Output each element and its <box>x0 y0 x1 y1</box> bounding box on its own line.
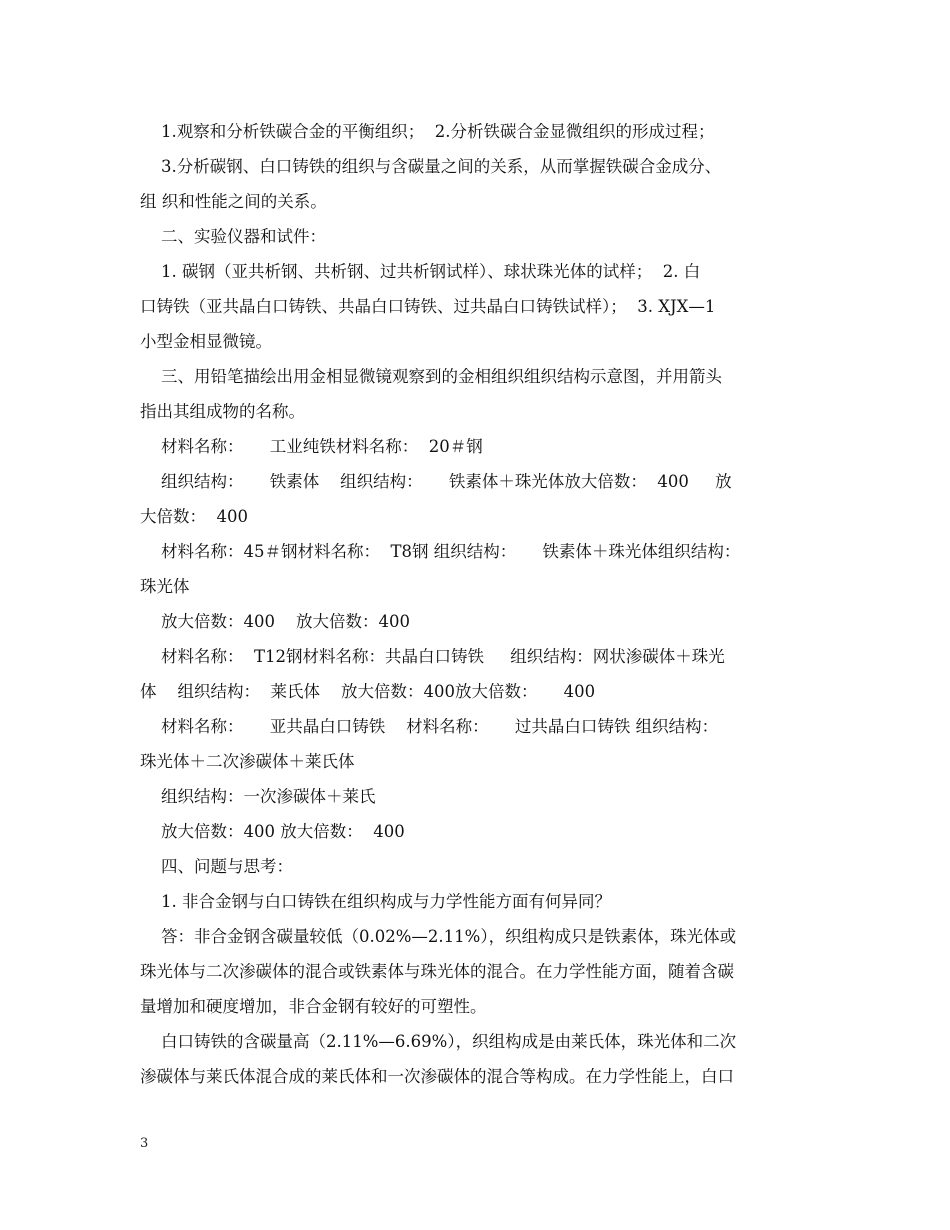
text-line: 组 织和性能之间的关系。 <box>140 192 327 211</box>
text-line: 珠光体＋二次渗碳体＋莱氏体 <box>140 752 355 771</box>
text-line: 组织结构：一次渗碳体＋莱氏 <box>140 787 376 806</box>
text-line: 量增加和硬度增加，非合金钢有较好的可塑性。 <box>140 997 487 1016</box>
text-line: 答：非合金钢含碳量较低（0.02%—2.11%），织组构成只是铁素体，珠光体或 <box>140 927 737 946</box>
text-line: 珠光体与二次渗碳体的混合或铁素体与珠光体的混合。在力学性能方面，随着含碳 <box>140 962 734 981</box>
text-line: 材料名称：45＃钢材料名称： T8钢 组织结构： 铁素体＋珠光体组织结构： <box>140 542 741 561</box>
text-line: 口铸铁（亚共晶白口铸铁、共晶白口铸铁、过共晶白口铸铁试样）； 3. XJX—1 <box>140 297 716 316</box>
text-line: 材料名称： T12钢材料名称：共晶白口铸铁 组织结构：网状渗碳体＋珠光 <box>140 647 725 666</box>
section-heading: 四、问题与思考： <box>140 857 293 876</box>
text-line: 1. 碳钢（亚共析钢、共析钢、过共析钢试样）、球状珠光体的试样； 2. 白 <box>140 262 701 281</box>
text-line: 指出其组成物的名称。 <box>140 402 305 421</box>
text-line: 珠光体 <box>140 577 190 596</box>
text-line: 3.分析碳钢、白口铸铁的组织与含碳量之间的关系，从而掌握铁碳合金成分、 <box>140 157 722 176</box>
text-line: 白口铸铁的含碳量高（2.11%—6.69%），织组构成是由莱氏体，珠光体和二次 <box>140 1032 737 1051</box>
text-line: 渗碳体与莱氏体混合成的莱氏体和一次渗碳体的混合等构成。在力学性能上，白口 <box>140 1067 734 1086</box>
text-line: 体 组织结构： 莱氏体 放大倍数：400放大倍数： 400 <box>140 682 596 701</box>
text-line: 放大倍数：400 放大倍数：400 <box>140 612 410 631</box>
page-number: 3 <box>140 1136 149 1151</box>
text-line: 1.观察和分析铁碳合金的平衡组织； 2.分析铁碳合金显微组织的形成过程； <box>140 122 715 141</box>
text-line: 大倍数： 400 <box>140 507 248 526</box>
text-line: 材料名称： 工业纯铁材料名称： 20＃钢 <box>140 437 483 456</box>
text-line: 小型金相显微镜。 <box>140 332 272 351</box>
question-line: 1. 非合金钢与白口铸铁在组织构成与力学性能方面有何异同？ <box>140 892 611 911</box>
section-heading: 三、用铅笔描绘出用金相显微镜观察到的金相组织组织结构示意图，并用箭头 <box>140 367 722 386</box>
text-line: 放大倍数：400 放大倍数： 400 <box>140 822 405 841</box>
text-line: 材料名称： 亚共晶白口铸铁 材料名称： 过共晶白口铸铁 组织结构： <box>140 717 719 736</box>
text-line: 组织结构： 铁素体 组织结构： 铁素体＋珠光体放大倍数： 400 放 <box>140 472 732 491</box>
section-heading: 二、实验仪器和试件： <box>140 227 326 246</box>
